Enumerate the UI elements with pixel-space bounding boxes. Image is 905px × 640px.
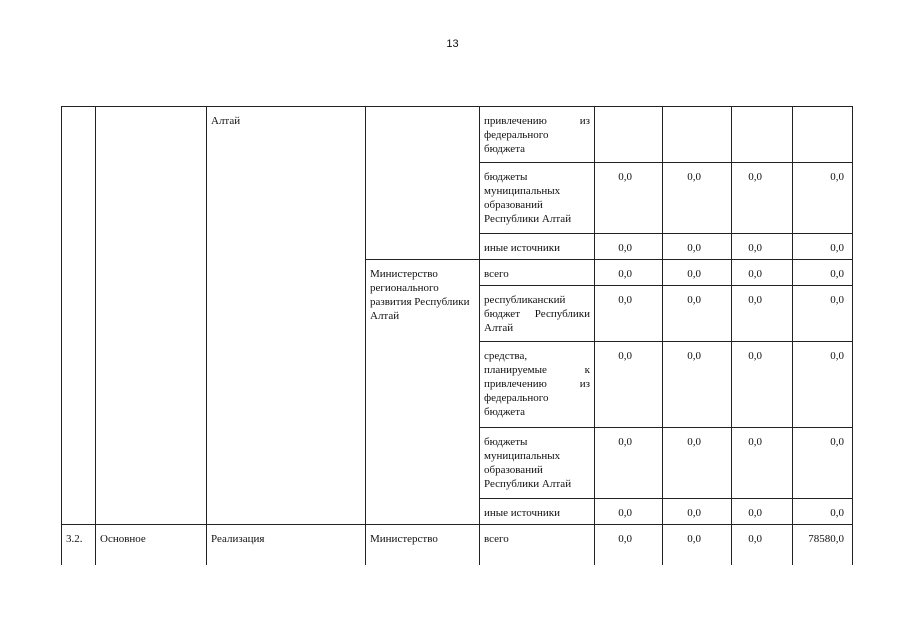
cell-value: 0,0: [663, 163, 732, 234]
cell-value: 0,0: [793, 234, 853, 260]
cell-value: 0,0: [732, 499, 793, 525]
cell-source: республиканский бюджет Республики Алтай: [480, 286, 595, 342]
cell-value: 0,0: [732, 260, 793, 286]
cell-value: 0,0: [595, 342, 663, 428]
cell-ministry: [366, 107, 480, 260]
cell-number: 3.2.: [62, 525, 96, 565]
budget-table: [61, 106, 853, 525]
cell-source: привлечению из федерального бюджета: [480, 107, 595, 163]
cell-value: 0,0: [595, 234, 663, 260]
cell-value: 0,0: [595, 286, 663, 342]
cell-description: Реализация: [207, 525, 366, 565]
cell-value: 0,0: [793, 260, 853, 286]
cell-ministry: Министерство: [366, 525, 480, 565]
cell-value: 0,0: [732, 342, 793, 428]
cell-value: 0,0: [663, 234, 732, 260]
cell-value: 0,0: [793, 499, 853, 525]
cell-name: Основное: [96, 525, 207, 565]
cell-value: 0,0: [595, 163, 663, 234]
cell-source: средства, планируемые к привлечению из федерального бюджета: [480, 342, 595, 428]
cell-source: иные источники: [480, 234, 595, 260]
cell-value: 78580,0: [793, 525, 853, 565]
cell-value: [793, 107, 853, 163]
cell-value: 0,0: [793, 428, 853, 499]
cell-source: всего: [480, 260, 595, 286]
cell-source: всего: [480, 525, 595, 565]
cell-value: 0,0: [595, 525, 663, 565]
cell-source: бюджеты муниципальных образований Республики Алтай: [480, 428, 595, 499]
cell-value: 0,0: [663, 499, 732, 525]
cell-ministry: Министерство регионального развития Республики Алтай: [366, 260, 480, 525]
cell-value: [732, 107, 793, 163]
table-row: [62, 525, 853, 565]
cell-value: [663, 107, 732, 163]
page-number: 13: [446, 38, 459, 50]
cell-value: 0,0: [732, 428, 793, 499]
cell-value: 0,0: [793, 163, 853, 234]
cell-number: [62, 107, 96, 525]
cell-value: 0,0: [732, 525, 793, 565]
cell-value: [595, 107, 663, 163]
cell-value: 0,0: [595, 499, 663, 525]
cell-value: 0,0: [663, 260, 732, 286]
cell-value: 0,0: [732, 163, 793, 234]
cell-value: 0,0: [732, 286, 793, 342]
cell-source: бюджеты муниципальных образований Республики Алтай: [480, 163, 595, 234]
table-row: [62, 107, 853, 163]
cell-name: [96, 107, 207, 525]
cell-value: 0,0: [663, 342, 732, 428]
cell-region: Алтай: [207, 107, 366, 525]
budget-table-new-row: [61, 524, 853, 565]
cell-source: иные источники: [480, 499, 595, 525]
cell-value: 0,0: [663, 428, 732, 499]
cell-value: 0,0: [663, 286, 732, 342]
cell-value: 0,0: [793, 286, 853, 342]
cell-value: 0,0: [595, 260, 663, 286]
cell-value: 0,0: [663, 525, 732, 565]
cell-value: 0,0: [732, 234, 793, 260]
cell-value: 0,0: [793, 342, 853, 428]
cell-value: 0,0: [595, 428, 663, 499]
